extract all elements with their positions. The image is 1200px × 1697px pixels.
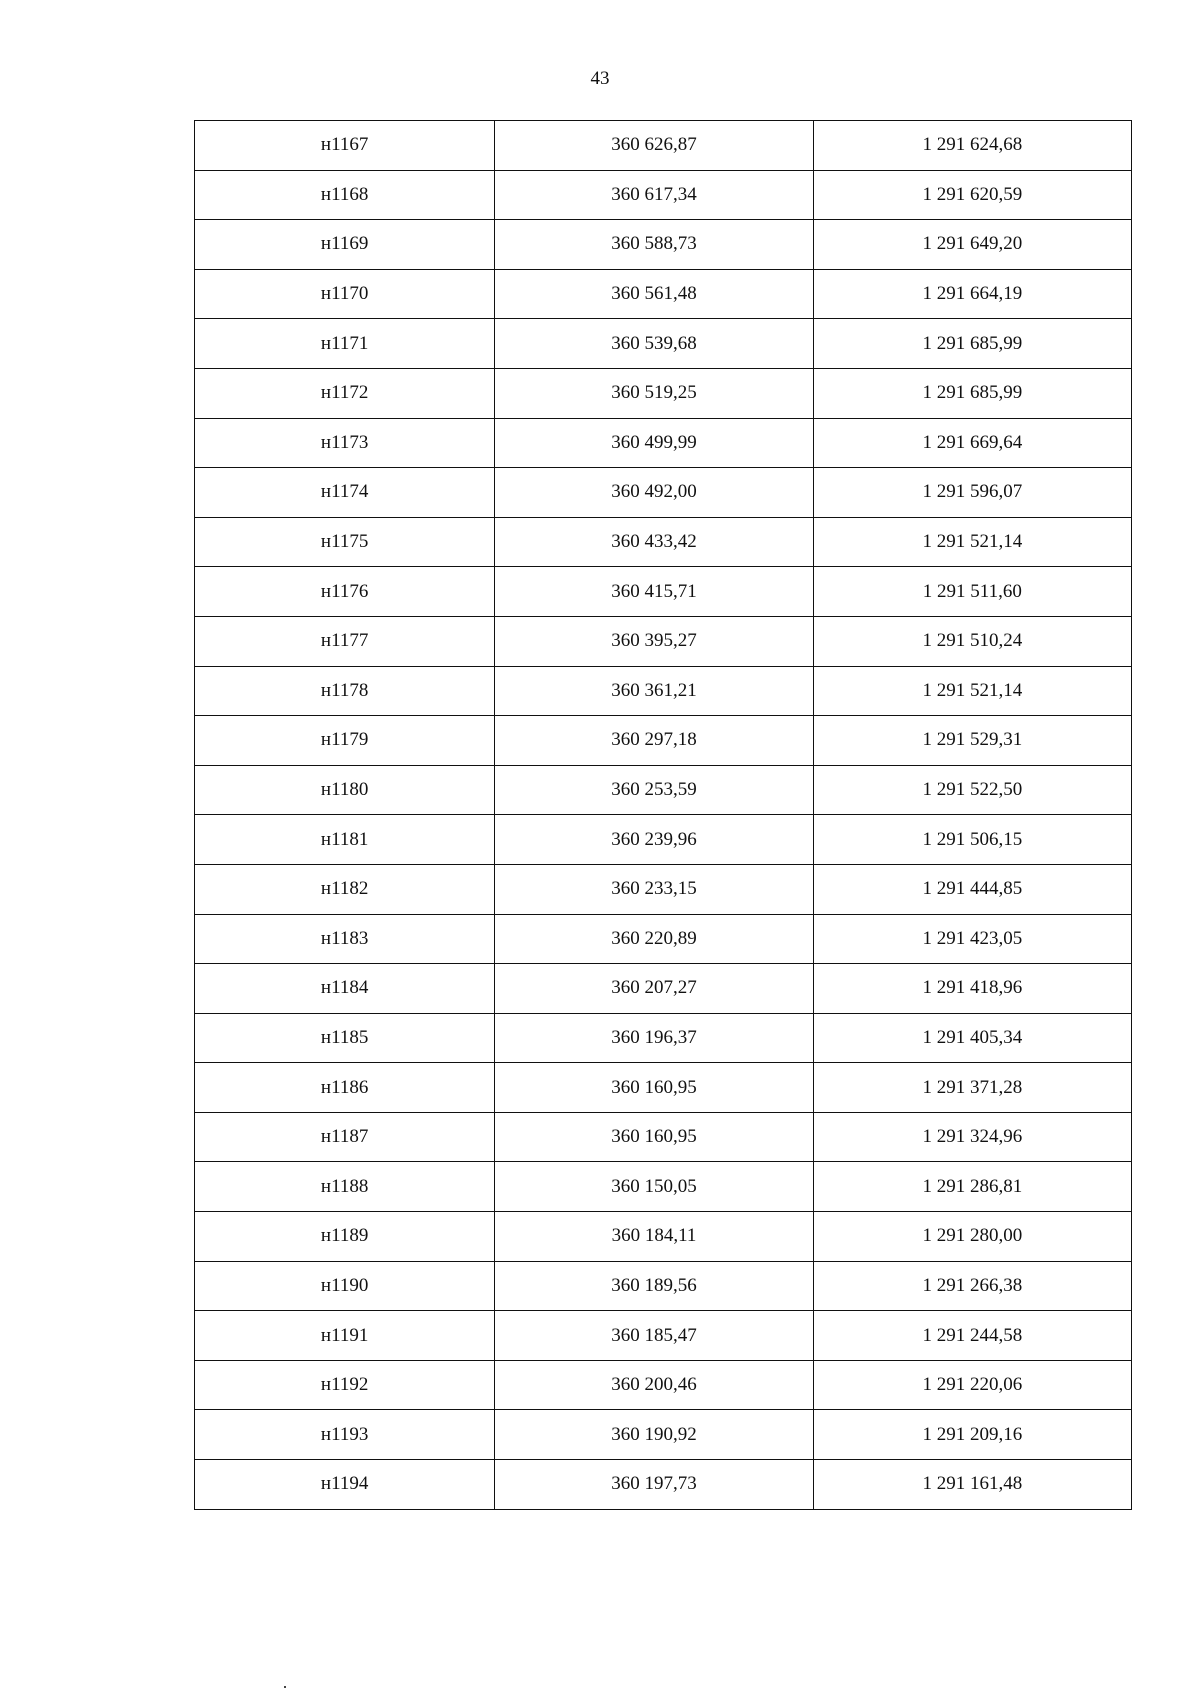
point-id-cell: н1181 [195,815,495,865]
x-coordinate-cell: 360 239,96 [495,815,813,865]
y-coordinate-cell: 1 291 405,34 [813,1013,1131,1063]
y-coordinate-cell: 1 291 161,48 [813,1460,1131,1510]
x-coordinate-cell: 360 160,95 [495,1112,813,1162]
x-coordinate-cell: 360 539,68 [495,319,813,369]
table-row [195,864,1132,914]
table-row [195,468,1132,518]
y-coordinate-cell: 1 291 521,14 [813,517,1131,567]
table-row [195,1112,1132,1162]
table-row [195,716,1132,766]
table-row [195,418,1132,468]
table-row [195,1360,1132,1410]
point-id-cell: н1191 [195,1311,495,1361]
y-coordinate-cell: 1 291 529,31 [813,716,1131,766]
point-id-cell: н1182 [195,864,495,914]
point-id-cell: н1177 [195,616,495,666]
coordinates-table-body [195,121,1132,1510]
coordinates-table [194,120,1132,1510]
table-row [195,765,1132,815]
x-coordinate-cell: 360 519,25 [495,368,813,418]
y-coordinate-cell: 1 291 620,59 [813,170,1131,220]
table-row [195,368,1132,418]
x-coordinate-cell: 360 200,46 [495,1360,813,1410]
y-coordinate-cell: 1 291 685,99 [813,368,1131,418]
y-coordinate-cell: 1 291 521,14 [813,666,1131,716]
x-coordinate-cell: 360 253,59 [495,765,813,815]
x-coordinate-cell: 360 433,42 [495,517,813,567]
page-number: 43 [590,68,610,89]
x-coordinate-cell: 360 395,27 [495,616,813,666]
table-row [195,121,1132,171]
y-coordinate-cell: 1 291 506,15 [813,815,1131,865]
table-row [195,1063,1132,1113]
point-id-cell: н1167 [195,121,495,171]
y-coordinate-cell: 1 291 624,68 [813,121,1131,171]
point-id-cell: н1187 [195,1112,495,1162]
y-coordinate-cell: 1 291 220,06 [813,1360,1131,1410]
x-coordinate-cell: 360 189,56 [495,1261,813,1311]
point-id-cell: н1172 [195,368,495,418]
table-row [195,170,1132,220]
table-row [195,815,1132,865]
x-coordinate-cell: 360 184,11 [495,1212,813,1262]
x-coordinate-cell: 360 196,37 [495,1013,813,1063]
y-coordinate-cell: 1 291 669,64 [813,418,1131,468]
point-id-cell: н1186 [195,1063,495,1113]
x-coordinate-cell: 360 499,99 [495,418,813,468]
point-id-cell: н1185 [195,1013,495,1063]
y-coordinate-cell: 1 291 444,85 [813,864,1131,914]
y-coordinate-cell: 1 291 596,07 [813,468,1131,518]
y-coordinate-cell: 1 291 418,96 [813,964,1131,1014]
x-coordinate-cell: 360 160,95 [495,1063,813,1113]
x-coordinate-cell: 360 233,15 [495,864,813,914]
table-row [195,517,1132,567]
point-id-cell: н1175 [195,517,495,567]
table-row [195,220,1132,270]
table-row [195,1410,1132,1460]
y-coordinate-cell: 1 291 522,50 [813,765,1131,815]
table-row [195,1162,1132,1212]
y-coordinate-cell: 1 291 244,58 [813,1311,1131,1361]
point-id-cell: н1194 [195,1460,495,1510]
point-id-cell: н1179 [195,716,495,766]
y-coordinate-cell: 1 291 286,81 [813,1162,1131,1212]
point-id-cell: н1193 [195,1410,495,1460]
point-id-cell: н1171 [195,319,495,369]
x-coordinate-cell: 360 207,27 [495,964,813,1014]
x-coordinate-cell: 360 297,18 [495,716,813,766]
point-id-cell: н1180 [195,765,495,815]
table-row [195,269,1132,319]
table-row [195,319,1132,369]
y-coordinate-cell: 1 291 209,16 [813,1410,1131,1460]
table-row [195,666,1132,716]
y-coordinate-cell: 1 291 280,00 [813,1212,1131,1262]
table-row [195,1460,1132,1510]
x-coordinate-cell: 360 220,89 [495,914,813,964]
y-coordinate-cell: 1 291 423,05 [813,914,1131,964]
x-coordinate-cell: 360 561,48 [495,269,813,319]
table-row [195,1311,1132,1361]
table-row [195,964,1132,1014]
point-id-cell: н1192 [195,1360,495,1410]
x-coordinate-cell: 360 492,00 [495,468,813,518]
y-coordinate-cell: 1 291 664,19 [813,269,1131,319]
point-id-cell: н1184 [195,964,495,1014]
point-id-cell: н1188 [195,1162,495,1212]
x-coordinate-cell: 360 361,21 [495,666,813,716]
x-coordinate-cell: 360 415,71 [495,567,813,617]
x-coordinate-cell: 360 617,34 [495,170,813,220]
x-coordinate-cell: 360 588,73 [495,220,813,270]
table-row [195,914,1132,964]
y-coordinate-cell: 1 291 371,28 [813,1063,1131,1113]
point-id-cell: н1173 [195,418,495,468]
point-id-cell: н1170 [195,269,495,319]
x-coordinate-cell: 360 626,87 [495,121,813,171]
y-coordinate-cell: 1 291 511,60 [813,567,1131,617]
y-coordinate-cell: 1 291 510,24 [813,616,1131,666]
y-coordinate-cell: 1 291 324,96 [813,1112,1131,1162]
point-id-cell: н1189 [195,1212,495,1262]
x-coordinate-cell: 360 190,92 [495,1410,813,1460]
point-id-cell: н1178 [195,666,495,716]
table-row [195,1261,1132,1311]
table-row [195,1013,1132,1063]
x-coordinate-cell: 360 197,73 [495,1460,813,1510]
table-row [195,567,1132,617]
y-coordinate-cell: 1 291 649,20 [813,220,1131,270]
point-id-cell: н1169 [195,220,495,270]
point-id-cell: н1176 [195,567,495,617]
point-id-cell: н1174 [195,468,495,518]
point-id-cell: н1183 [195,914,495,964]
y-coordinate-cell: 1 291 685,99 [813,319,1131,369]
y-coordinate-cell: 1 291 266,38 [813,1261,1131,1311]
point-id-cell: н1168 [195,170,495,220]
x-coordinate-cell: 360 150,05 [495,1162,813,1212]
point-id-cell: н1190 [195,1261,495,1311]
table-row [195,1212,1132,1262]
table-row [195,616,1132,666]
x-coordinate-cell: 360 185,47 [495,1311,813,1361]
scan-speck [284,1686,286,1688]
